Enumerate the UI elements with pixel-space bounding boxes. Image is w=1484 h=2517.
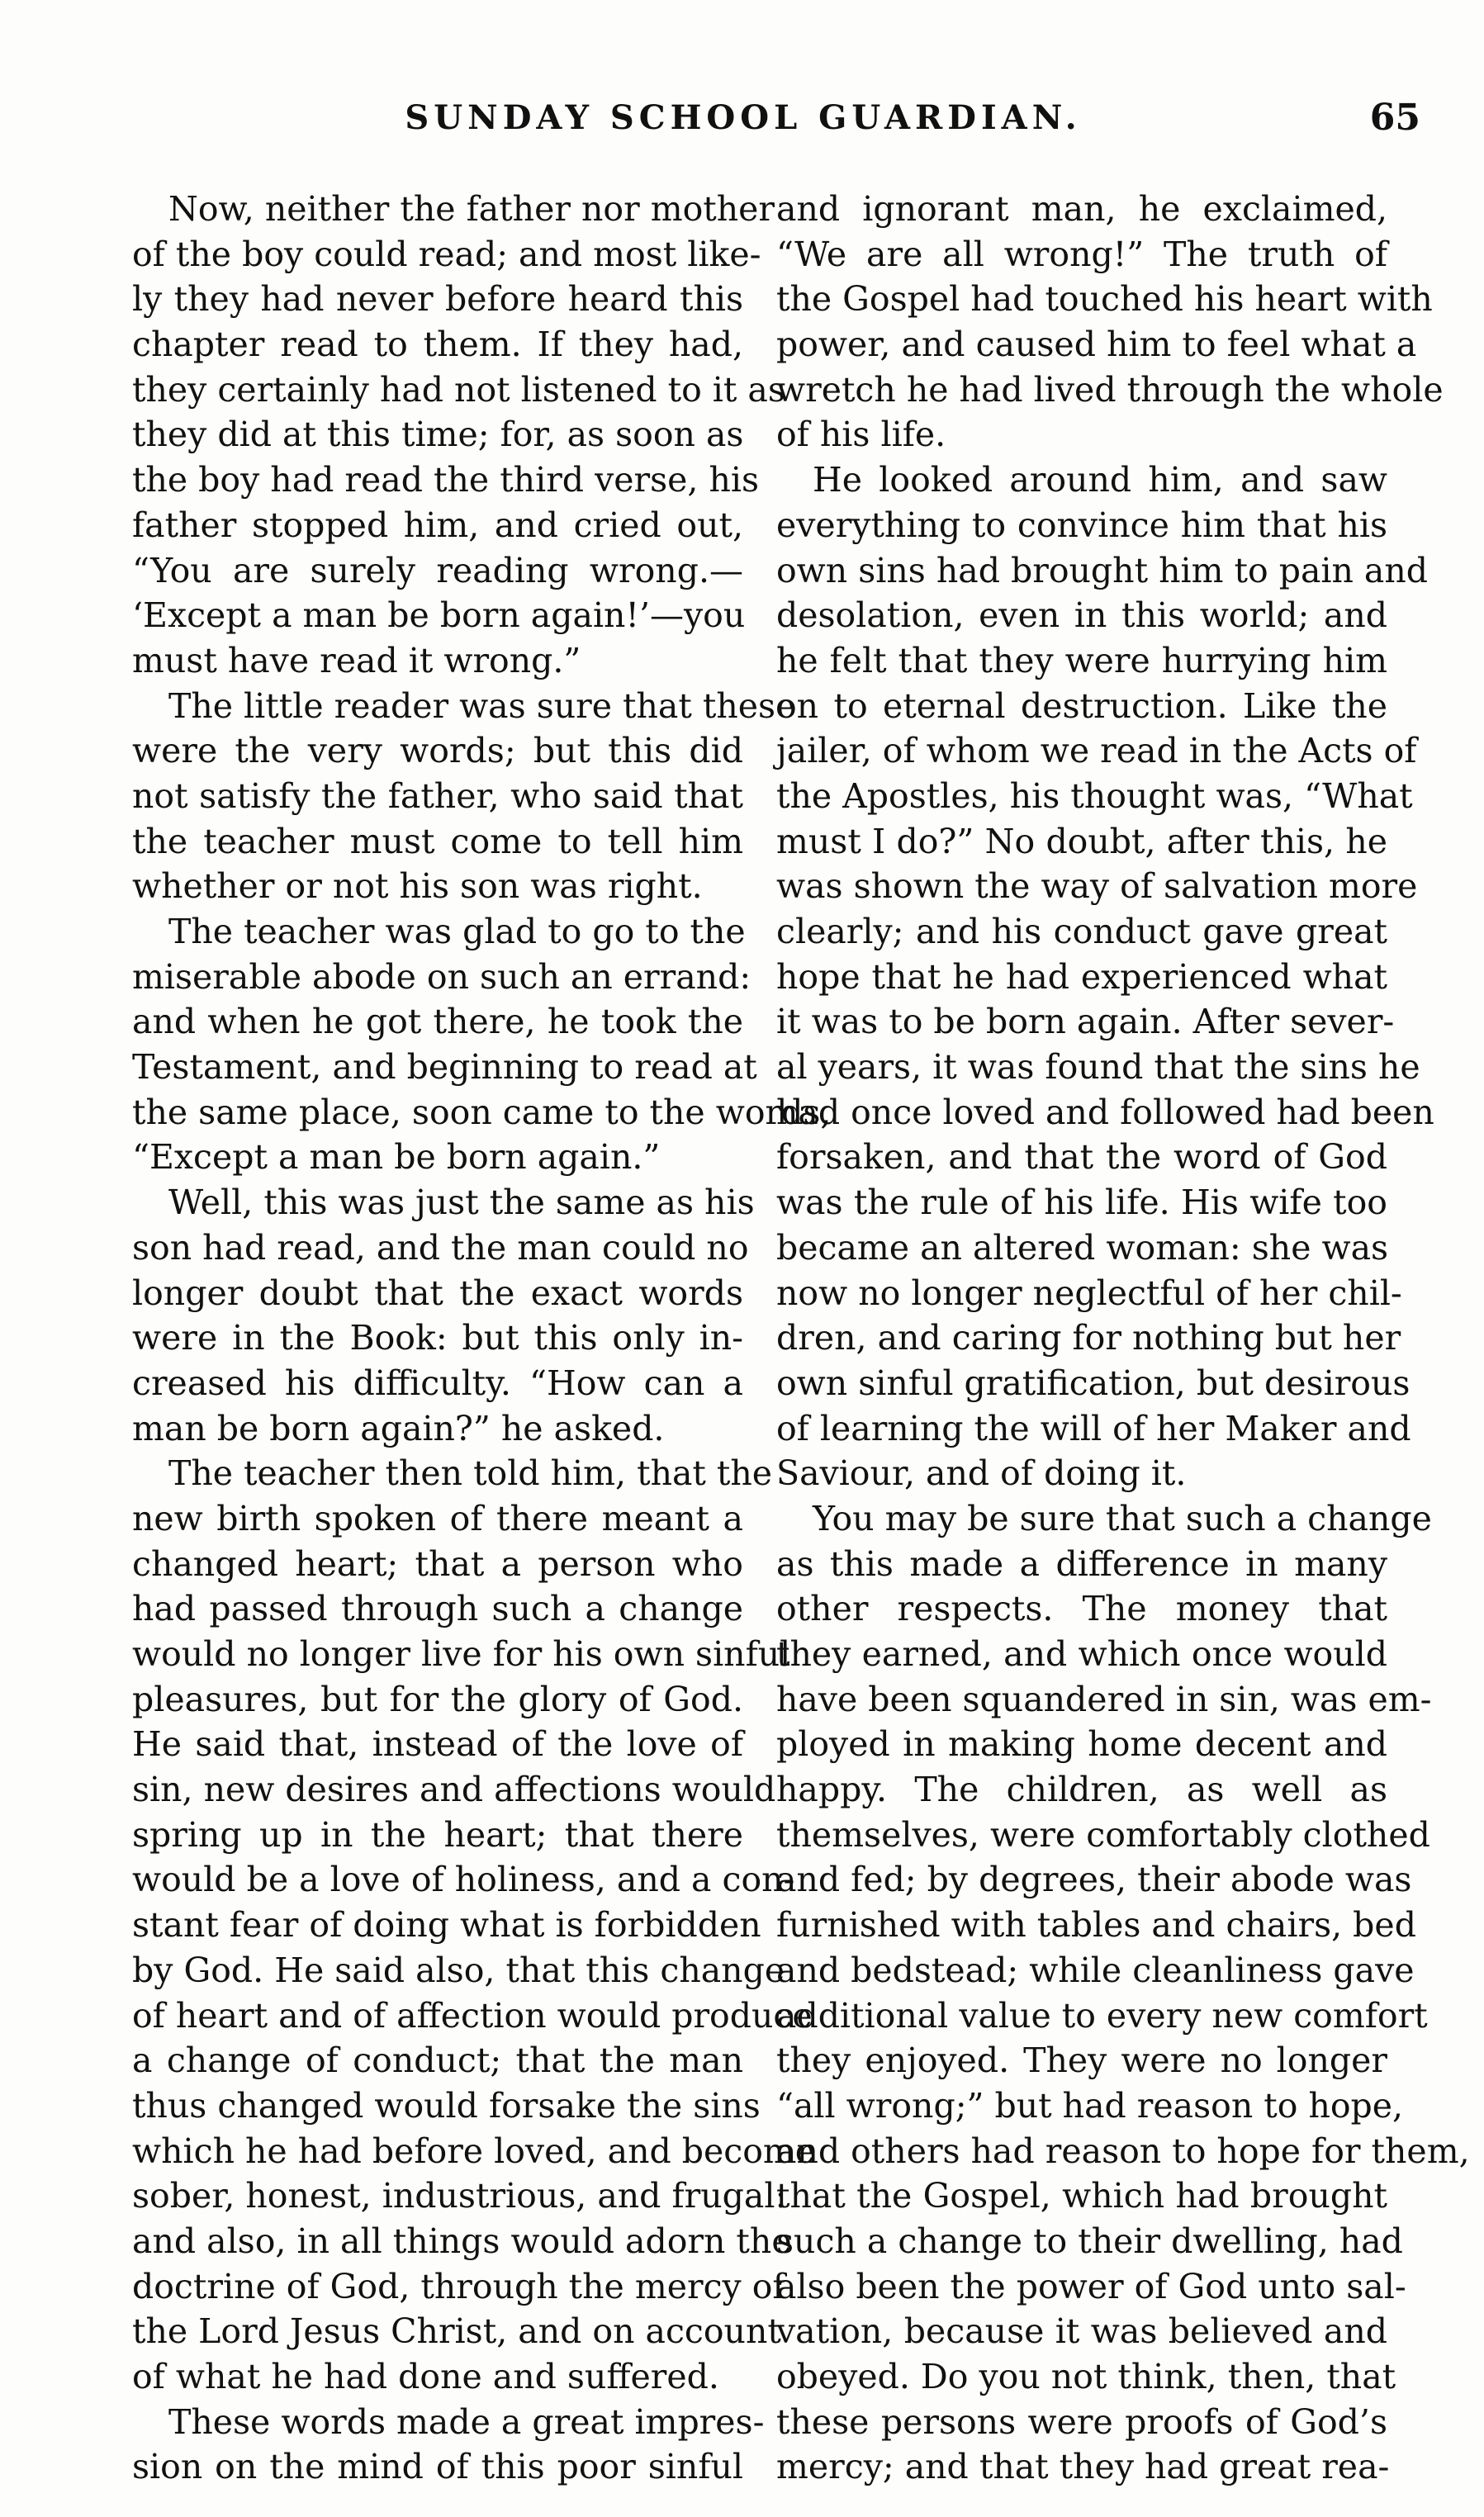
text-line: These words made a great impres- [168,2401,765,2442]
text-line: had passed through such a change [132,1589,743,1629]
text-line: and fed; by degrees, their abode was [776,1860,1412,1900]
text-line: new birth spoken of there meant a [132,1498,743,1538]
text-line: was the rule of his life. His wife too [776,1183,1387,1223]
text-line: ‘Except a man be born again!’—you [132,595,746,636]
right-column [776,187,1470,2490]
text-line: and ignorant man, he exclaimed, [776,189,1387,229]
text-line: were in the Book: but this only in- [132,1318,743,1358]
text-line: Now, neither the father nor mother [168,189,775,229]
text-line: these persons were proofs of God’s [776,2401,1387,2442]
text-line: of what he had done and suffered. [132,2357,719,2396]
text-line: whether or not his son was right. [132,866,703,907]
text-line: would be a love of holiness, and a con- [132,1860,795,1900]
text-line: the same place, soon came to the words, [132,1092,832,1132]
text-line: furnished with tables and chairs, bed [776,1905,1416,1946]
text-line: creased his difficulty. “How can a [132,1363,743,1403]
text-line: Testament, and beginning to read at [132,1047,757,1088]
text-line: they certainly had not listened to it as [132,369,785,410]
text-line: obeyed. Do you not think, then, that [776,2357,1396,2396]
text-line: He looked around him, and saw [813,460,1387,500]
text-line: miserable abode on such an errand: [132,956,751,997]
text-line: everything to convince him that his [776,505,1387,545]
text-line: would no longer live for his own sinful [132,1634,791,1674]
text-line: of his life. [776,415,946,455]
text-line: sin, new desires and affections would [132,1770,776,1810]
text-line: of learning the will of her Maker and [776,1408,1411,1448]
text-line: and also, in all things would adorn the [132,2221,792,2261]
text-line: a change of conduct; that the man [132,2041,743,2081]
text-line: al years, it was found that the sins he [776,1047,1420,1088]
text-line: had once loved and followed had been [776,1092,1434,1132]
text-line: own sinful gratification, but desirous [776,1363,1411,1403]
text-line: themselves, were comfortably clothed [776,1814,1430,1855]
text-line: changed heart; that a person who [132,1543,743,1584]
text-line: which he had before loved, and become [132,2131,816,2171]
text-line: now no longer neglectful of her chil- [776,1273,1402,1313]
text-line: also been the power of God unto sal- [776,2266,1406,2306]
text-line: were the very words; but this did [132,731,743,771]
text-line: “We are all wrong!” The truth of [776,234,1387,274]
text-line: chapter read to them. If they had, [132,325,743,365]
text-line: by God. He said also, that this change [132,1950,785,1990]
text-line: ly they had never before heard this [132,279,743,320]
text-line: the Gospel had touched his heart with [776,279,1433,320]
text-line: doctrine of God, through the mercy of [132,2266,785,2306]
text-line: and bedstead; while cleanliness gave [776,1950,1415,1990]
text-line: vation, because it was believed and [776,2311,1387,2352]
text-line: and when he got there, he took the [132,1002,743,1042]
text-line: wretch he had lived through the whole [776,369,1444,410]
text-line: he felt that they were hurrying him [776,640,1387,680]
text-line: as this made a difference in many [776,1543,1387,1584]
text-line: and others had reason to hope for them, [776,2131,1470,2171]
text-line: own sins had brought him to pain and [776,550,1429,590]
text-line: happy. The children, as well as [776,1770,1387,1810]
text-line: hope that he had experienced what [776,956,1387,997]
text-line: You may be sure that such a change [813,1498,1432,1538]
text-line: must I do?” No doubt, after this, he [776,821,1387,861]
text-line: Well, this was just the same as his [168,1183,755,1223]
text-line: “all wrong;” but had reason to hope, [776,2085,1404,2126]
text-line: on to eternal destruction. Like the [776,685,1387,726]
text-line: “You are surely reading wrong.— [132,550,743,590]
text-line: forsaken, and that the word of God [776,1137,1387,1178]
text-line: the teacher must come to tell him [132,821,743,861]
text-line: jailer, of whom we read in the Acts of [776,731,1417,771]
text-line: they enjoyed. They were no longer [776,2041,1387,2081]
page-number: 65 [1369,97,1420,139]
text-line: son had read, and the man could no [132,1227,749,1268]
text-line: it was to be born again. After sever- [776,1002,1395,1042]
text-line: “Except a man be born again.” [132,1137,661,1178]
text-line: sober, honest, industrious, and frugal: [132,2176,787,2216]
text-line: of the boy could read; and most like- [132,234,761,274]
text-line: clearly; and his conduct gave great [776,912,1387,951]
text-line: desolation, even in this world; and [776,595,1387,636]
text-line: power, and caused him to feel what a [776,325,1417,365]
text-line: the boy had read the third verse, his [132,460,760,500]
text-line: He said that, instead of the love of [132,1724,743,1765]
text-line: pleasures, but for the glory of God. [132,1679,743,1719]
text-line: The teacher then told him, that the [168,1453,773,1494]
text-line: was shown the way of salvation more [776,866,1418,907]
text-line: additional value to every new comfort [776,1995,1428,2036]
text-line: Saviour, and of doing it. [776,1453,1187,1494]
text-line: the Apostles, his thought was, “What [776,775,1413,816]
text-line: stant fear of doing what is forbidden [132,1905,761,1946]
text-line: other respects. The money that [776,1589,1387,1629]
text-line: man be born again?” he asked. [132,1408,665,1448]
text-line: sion on the mind of this poor sinful [132,2447,743,2487]
text-line: ployed in making home decent and [776,1724,1387,1765]
text-line: dren, and caring for nothing but her [776,1318,1401,1358]
text-line: the Lord Jesus Christ, and on account [132,2311,781,2352]
text-line: must have read it wrong.” [132,640,581,680]
left-column [132,187,832,2490]
text-line: spring up in the heart; that there [132,1814,743,1855]
text-line: The little reader was sure that these [168,685,796,726]
text-line: they earned, and which once would [776,1634,1387,1674]
text-line: not satisfy the father, who said that [132,775,743,816]
text-line: such a change to their dwelling, had [776,2221,1403,2261]
text-line: longer doubt that the exact words [132,1273,743,1313]
text-line: that the Gospel, which had brought [776,2176,1387,2216]
text-line: thus changed would forsake the sins [132,2085,761,2126]
text-line: they did at this time; for, as soon as [132,415,744,455]
text-line: father stopped him, and cried out, [132,505,743,545]
text-line: have been squandered in sin, was em- [776,1679,1432,1719]
text-line: became an altered woman: she was [776,1227,1389,1268]
text-line: of heart and of affection would produce [132,1995,813,2036]
text-line: The teacher was glad to go to the [168,912,746,951]
running-title: SUNDAY SCHOOL GUARDIAN. [405,98,1082,137]
text-line: mercy; and that they had great rea- [776,2447,1390,2487]
